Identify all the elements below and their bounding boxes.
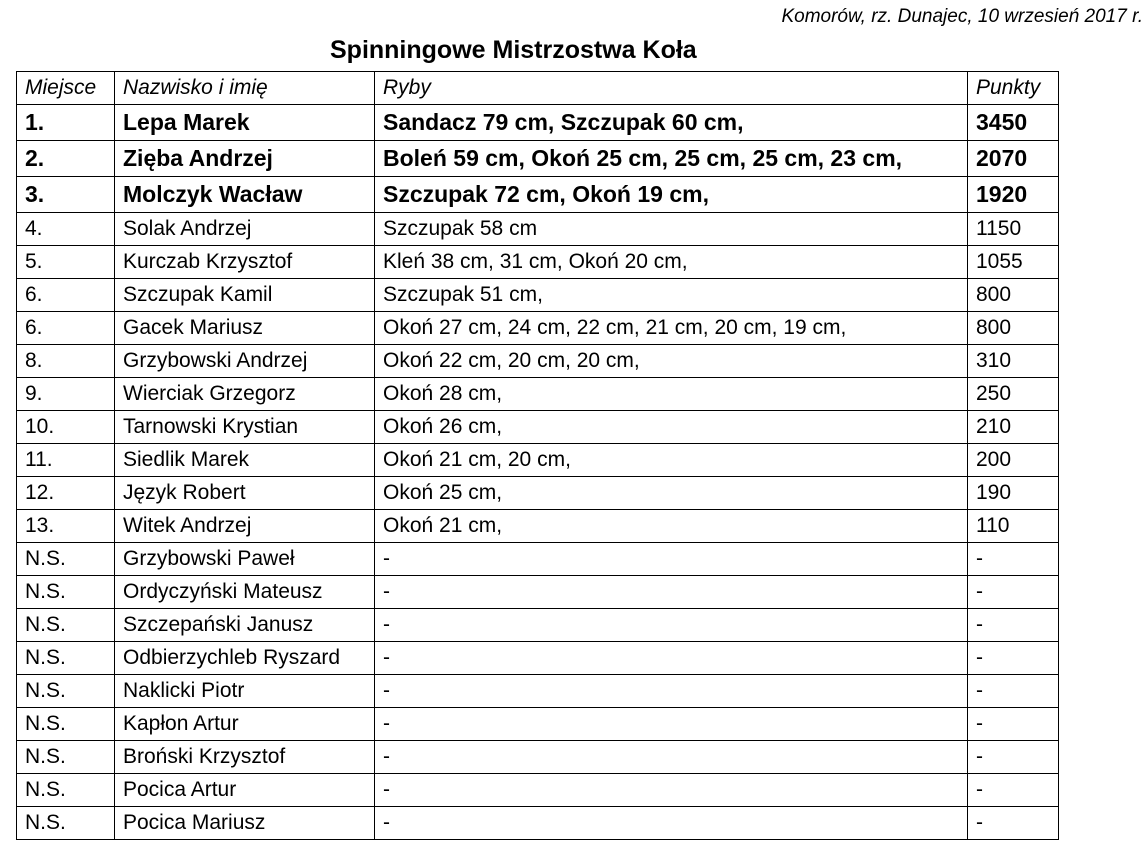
cell-punkty: 3450 bbox=[968, 105, 1059, 141]
table-row bbox=[17, 105, 1059, 141]
cell-ryby: Sandacz 79 cm, Szczupak 60 cm, bbox=[375, 105, 968, 141]
cell-nazwisko: Język Robert bbox=[115, 477, 375, 510]
cell-ryby: Okoń 28 cm, bbox=[375, 378, 968, 411]
table-row bbox=[17, 807, 1059, 840]
cell-ryby: - bbox=[375, 774, 968, 807]
cell-ryby: - bbox=[375, 675, 968, 708]
table-row bbox=[17, 444, 1059, 477]
cell-nazwisko: Wierciak Grzegorz bbox=[115, 378, 375, 411]
table-header-row bbox=[17, 72, 1059, 105]
cell-ryby: - bbox=[375, 642, 968, 675]
cell-punkty: - bbox=[968, 774, 1059, 807]
cell-ryby: Okoń 26 cm, bbox=[375, 411, 968, 444]
table-row bbox=[17, 378, 1059, 411]
cell-nazwisko: Witek Andrzej bbox=[115, 510, 375, 543]
table-row bbox=[17, 312, 1059, 345]
cell-nazwisko: Odbierzychleb Ryszard bbox=[115, 642, 375, 675]
cell-punkty: 1920 bbox=[968, 177, 1059, 213]
cell-ryby: - bbox=[375, 543, 968, 576]
cell-nazwisko: Pocica Mariusz bbox=[115, 807, 375, 840]
cell-nazwisko: Gacek Mariusz bbox=[115, 312, 375, 345]
cell-miejsce: 5. bbox=[17, 246, 115, 279]
cell-ryby: Okoń 27 cm, 24 cm, 22 cm, 21 cm, 20 cm, 19 cm, bbox=[375, 312, 968, 345]
cell-miejsce: 9. bbox=[17, 378, 115, 411]
cell-nazwisko: Molczyk Wacław bbox=[115, 177, 375, 213]
dateline: Komorów, rz. Dunajec, 10 wrzesień 2017 r. bbox=[781, 6, 1143, 27]
cell-ryby: - bbox=[375, 807, 968, 840]
cell-ryby: - bbox=[375, 708, 968, 741]
cell-ryby: - bbox=[375, 741, 968, 774]
cell-ryby: Szczupak 51 cm, bbox=[375, 279, 968, 312]
cell-nazwisko: Broński Krzysztof bbox=[115, 741, 375, 774]
header-ryby: Ryby bbox=[375, 72, 968, 105]
cell-miejsce: N.S. bbox=[17, 609, 115, 642]
table-row bbox=[17, 279, 1059, 312]
cell-nazwisko: Kurczab Krzysztof bbox=[115, 246, 375, 279]
table-row bbox=[17, 741, 1059, 774]
cell-punkty: - bbox=[968, 576, 1059, 609]
cell-ryby: Kleń 38 cm, 31 cm, Okoń 20 cm, bbox=[375, 246, 968, 279]
cell-punkty: 800 bbox=[968, 312, 1059, 345]
cell-punkty: - bbox=[968, 807, 1059, 840]
cell-miejsce: 13. bbox=[17, 510, 115, 543]
cell-punkty: 210 bbox=[968, 411, 1059, 444]
cell-punkty: 1055 bbox=[968, 246, 1059, 279]
cell-miejsce: 11. bbox=[17, 444, 115, 477]
results-table bbox=[16, 71, 1059, 840]
cell-punkty: - bbox=[968, 642, 1059, 675]
cell-punkty: 110 bbox=[968, 510, 1059, 543]
table-row bbox=[17, 141, 1059, 177]
cell-miejsce: N.S. bbox=[17, 675, 115, 708]
cell-nazwisko: Szczepański Janusz bbox=[115, 609, 375, 642]
cell-miejsce: 2. bbox=[17, 141, 115, 177]
cell-ryby: Szczupak 72 cm, Okoń 19 cm, bbox=[375, 177, 968, 213]
cell-punkty: 250 bbox=[968, 378, 1059, 411]
cell-miejsce: N.S. bbox=[17, 807, 115, 840]
cell-ryby: Okoń 22 cm, 20 cm, 20 cm, bbox=[375, 345, 968, 378]
cell-nazwisko: Kapłon Artur bbox=[115, 708, 375, 741]
cell-miejsce: 1. bbox=[17, 105, 115, 141]
cell-ryby: - bbox=[375, 609, 968, 642]
cell-punkty: 190 bbox=[968, 477, 1059, 510]
cell-ryby: Okoń 21 cm, bbox=[375, 510, 968, 543]
cell-miejsce: 12. bbox=[17, 477, 115, 510]
cell-nazwisko: Grzybowski Paweł bbox=[115, 543, 375, 576]
cell-ryby: Okoń 21 cm, 20 cm, bbox=[375, 444, 968, 477]
cell-miejsce: N.S. bbox=[17, 741, 115, 774]
cell-nazwisko: Tarnowski Krystian bbox=[115, 411, 375, 444]
cell-miejsce: N.S. bbox=[17, 774, 115, 807]
cell-punkty: - bbox=[968, 708, 1059, 741]
cell-ryby: Okoń 25 cm, bbox=[375, 477, 968, 510]
header-miejsce: Miejsce bbox=[17, 72, 115, 105]
cell-punkty: 200 bbox=[968, 444, 1059, 477]
cell-miejsce: 4. bbox=[17, 213, 115, 246]
table-row bbox=[17, 510, 1059, 543]
cell-nazwisko: Lepa Marek bbox=[115, 105, 375, 141]
cell-nazwisko: Siedlik Marek bbox=[115, 444, 375, 477]
cell-punkty: 310 bbox=[968, 345, 1059, 378]
table-row bbox=[17, 246, 1059, 279]
cell-miejsce: 6. bbox=[17, 312, 115, 345]
table-row bbox=[17, 345, 1059, 378]
cell-miejsce: 8. bbox=[17, 345, 115, 378]
cell-punkty: 2070 bbox=[968, 141, 1059, 177]
cell-ryby: Boleń 59 cm, Okoń 25 cm, 25 cm, 25 cm, 23 cm, bbox=[375, 141, 968, 177]
cell-nazwisko: Szczupak Kamil bbox=[115, 279, 375, 312]
table-row bbox=[17, 543, 1059, 576]
cell-nazwisko: Pocica Artur bbox=[115, 774, 375, 807]
table-row bbox=[17, 477, 1059, 510]
header-nazwisko: Nazwisko i imię bbox=[115, 72, 375, 105]
cell-punkty: - bbox=[968, 675, 1059, 708]
table-row bbox=[17, 576, 1059, 609]
cell-miejsce: 6. bbox=[17, 279, 115, 312]
cell-miejsce: 10. bbox=[17, 411, 115, 444]
cell-punkty: - bbox=[968, 741, 1059, 774]
cell-miejsce: 3. bbox=[17, 177, 115, 213]
table-row bbox=[17, 708, 1059, 741]
cell-ryby: - bbox=[375, 576, 968, 609]
table-row bbox=[17, 675, 1059, 708]
table-row bbox=[17, 177, 1059, 213]
cell-nazwisko: Solak Andrzej bbox=[115, 213, 375, 246]
cell-punkty: - bbox=[968, 609, 1059, 642]
cell-miejsce: N.S. bbox=[17, 576, 115, 609]
cell-miejsce: N.S. bbox=[17, 708, 115, 741]
cell-nazwisko: Zięba Andrzej bbox=[115, 141, 375, 177]
table-row bbox=[17, 642, 1059, 675]
table-row bbox=[17, 774, 1059, 807]
cell-nazwisko: Ordyczyński Mateusz bbox=[115, 576, 375, 609]
results-table-body bbox=[17, 72, 1059, 840]
cell-punkty: 800 bbox=[968, 279, 1059, 312]
table-row bbox=[17, 213, 1059, 246]
table-row bbox=[17, 609, 1059, 642]
page-title: Spinningowe Mistrzostwa Koła bbox=[330, 36, 697, 64]
cell-ryby: Szczupak 58 cm bbox=[375, 213, 968, 246]
table-row bbox=[17, 411, 1059, 444]
cell-miejsce: N.S. bbox=[17, 642, 115, 675]
cell-miejsce: N.S. bbox=[17, 543, 115, 576]
cell-nazwisko: Naklicki Piotr bbox=[115, 675, 375, 708]
cell-punkty: - bbox=[968, 543, 1059, 576]
header-punkty: Punkty bbox=[968, 72, 1059, 105]
cell-punkty: 1150 bbox=[968, 213, 1059, 246]
cell-nazwisko: Grzybowski Andrzej bbox=[115, 345, 375, 378]
